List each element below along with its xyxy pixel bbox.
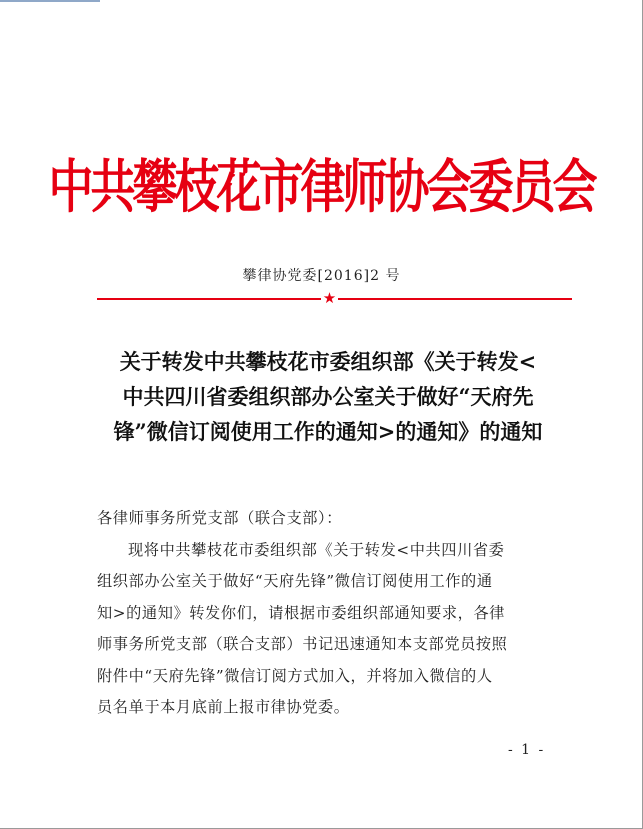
document-number: 攀律协党委[2016]2 号 bbox=[242, 268, 401, 284]
document-title bbox=[93, 344, 563, 449]
title-line-1: 关于转发中共攀枝花市委组织部《关于转发< bbox=[119, 349, 537, 374]
body-line-6: 员名单于本月底前上报市律协党委。 bbox=[97, 698, 350, 716]
red-divider-right bbox=[338, 298, 572, 300]
page-number: - 1 - bbox=[508, 742, 546, 758]
body-line-5: 附件中“天府先锋”微信订阅方式加入，并将加入微信的人 bbox=[97, 666, 493, 685]
red-divider-left bbox=[97, 298, 321, 300]
body-line-3: 知>的通知》转发你们，请根据市委组织部通知要求，各律 bbox=[97, 603, 506, 622]
salutation: 各律师事务所党支部（联合支部）： bbox=[97, 509, 342, 527]
body-line-2: 组织部办公室关于做好“天府先锋”微信订阅使用工作的通 bbox=[97, 572, 493, 590]
red-header-org-name: 中共攀枝花市律师协会委员会 bbox=[48, 152, 595, 221]
star-icon: ★ bbox=[322, 289, 337, 307]
body-line-4: 师事务所党支部（联合支部）书记迅速通知本支部党员按照 bbox=[97, 635, 508, 653]
window-tab-edge bbox=[0, 0, 100, 2]
title-line-3: 锋”微信订阅使用工作的通知>的通知》的通知 bbox=[113, 419, 543, 444]
title-line-2: 中共四川省委组织部办公室关于做好“天府先 bbox=[122, 384, 534, 409]
body-line-1: 现将中共攀枝花市委组织部《关于转发<中共四川省委 bbox=[128, 540, 505, 559]
document-body bbox=[97, 503, 557, 724]
